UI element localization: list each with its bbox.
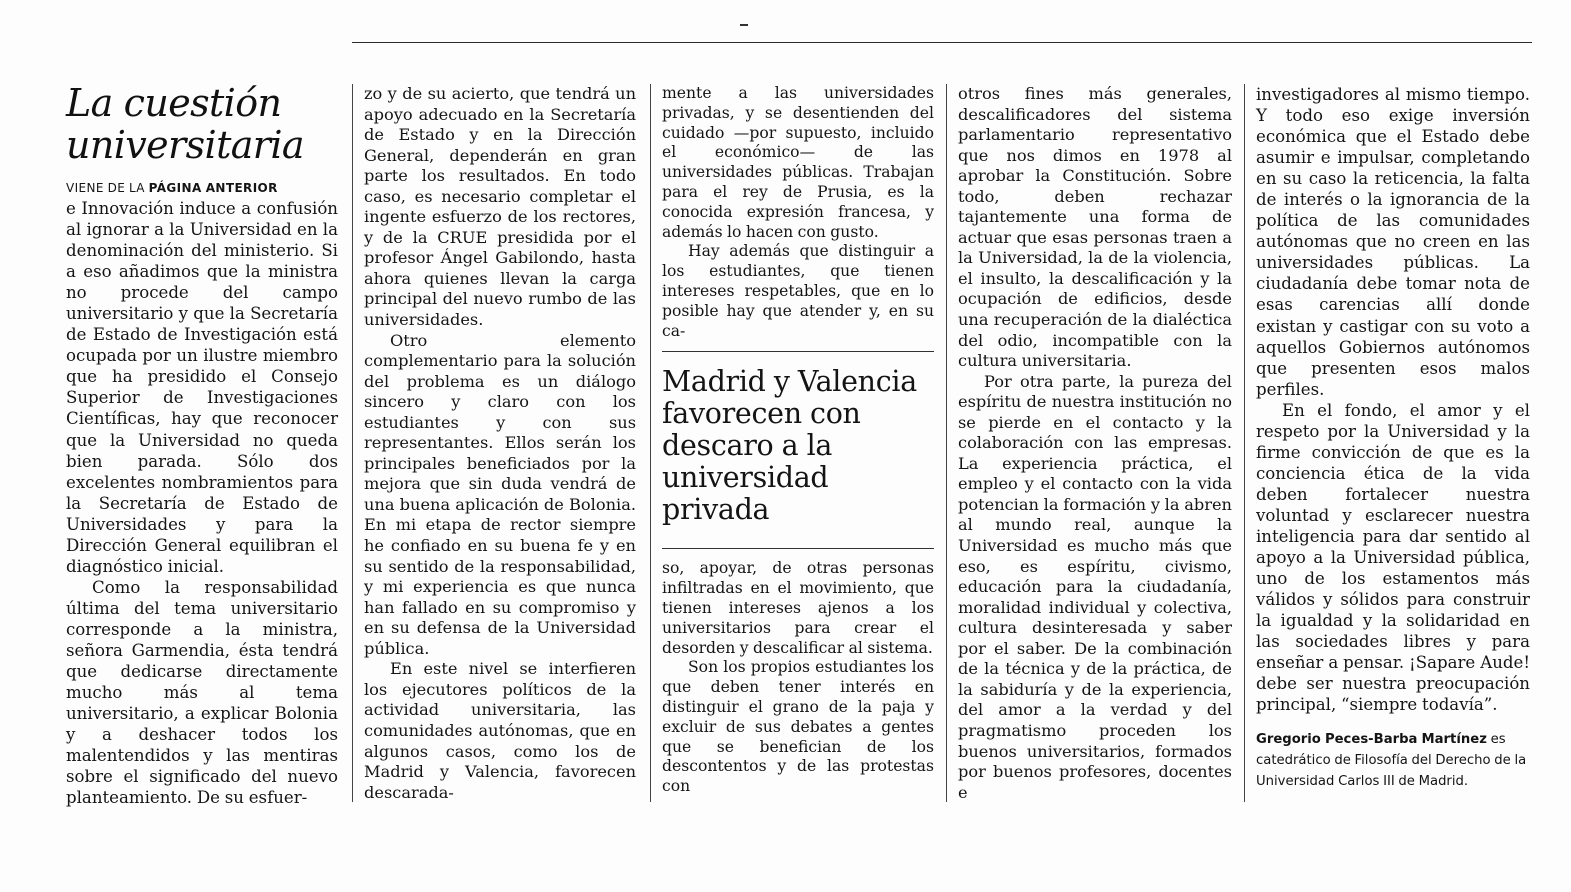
paragraph: otros fines más generales, descalificadores del sistema parlamentario representativo que nos dimos en 1978 al aprobar la Constitución. Sobre todo, deben rechazar tajantemente una forma de actuar que esas personas traen a la Universidad, la de la violencia, el insulto, la descalificación y la ocupación de edificios, desde una recuperación de la dialéctica del odio, incompatible con la cultura universitaria. — [958, 84, 1232, 371]
top-rule — [352, 42, 1532, 43]
article-column-3 — [662, 84, 934, 797]
headline-line-2: universitaria — [66, 123, 304, 167]
paragraph: zo y de su acierto, que tendrá un apoyo adecuado en la Secretaría de Estado y en la Dirección General, dependerán en gran parte los resultados. En todo caso, es necesario completar el ingente esfuerzo de los rectores, y de la CRUE presidida por el profesor Ángel Gabilondo, hasta ahora quienes llevan la carga principal del nuevo rumbo de las universidades. — [364, 84, 636, 330]
continued-prefix: VIENE DE LA — [66, 181, 145, 195]
headline-line-1: La cuestión — [66, 81, 282, 125]
author-bio: es catedrático de Filosofía del Derecho de la Universidad Carlos III de Madrid. — [1256, 732, 1527, 790]
article-column-2 — [364, 84, 636, 803]
column-rule — [650, 84, 651, 802]
paragraph: Otro elemento complementario para la solución del problema es un diálogo sincero y claro con los estudiantes y con sus representantes. Ellos serán los principales beneficiados por la mejora que sin duda vendrá de una buena aplicación de Bolonia. En mi etapa de rector siempre he confiado en su buena fe y en su sentido de la responsabilidad, y mi experiencia es que nunca han fallado en su compromiso y en su defensa de la Universidad pública. — [364, 330, 636, 658]
pull-quote — [662, 351, 934, 549]
paragraph: Son los propios estudiantes los que deben tener interés en distinguir el grano de la paja y excluir de sus debates a gentes que se benefician de los descontentos y de las protestas con — [662, 658, 934, 796]
article-headline — [66, 82, 338, 166]
paragraph: mente a las universidades privadas, y se desentienden del cuidado —por supuesto, incluido el económico— de las universidades públicas. Trabajan para el rey de Prusia, es la conocida expresión francesa, y además lo hacen con gusto. — [662, 84, 934, 241]
column-rule — [352, 84, 353, 802]
column-rule — [946, 84, 947, 802]
paragraph: Como la responsabilidad última del tema universitario corresponde a la ministra, señora Garmendia, ésta tendrá que dedicarse directamente mucho más al tema universitario, a explicar Bolonia y a deshacer todos los malentendidos y las mentiras sobre el significado del nuevo planteamiento. De su esfuer- — [66, 577, 338, 808]
paragraph: Por otra parte, la pureza del espíritu de nuestra institución no se pierde en el contacto y la colaboración con las empresas. La experiencia práctica, el empleo y el contacto con la vida potencian la formación y la abren al mundo real, aunque la Universidad es mucho más que eso, es espíritu, civismo, educación para la ciudadanía, moralidad individual y colectiva, cultura desinteresada y saber por el saber. De la combinación de la técnica y de la práctica, de la sabiduría y de la experiencia, del amor a la verdad y del pragmatismo proceden los buenos universitarios, formados por buenos profesores, docentes e — [958, 371, 1232, 802]
paragraph: e Innovación induce a confusión al ignorar a la Universidad en la denominación del ministerio. Si a eso añadimos que la ministra no procede del campo universitario y que la Secretaría de Estado de Investigación está ocupada por un ilustre miembro que ha presidido el Consejo Superior de Investigaciones Científicas, hay que reconocer que la Universidad no queda bien parada. Sólo dos excelentes nombramientos para la Secretaría de Estado de Universidades y para la Dirección General equilibran el diagnóstico inicial. — [66, 199, 338, 576]
continued-from-label — [66, 180, 338, 196]
paragraph: En este nivel se interfieren los ejecutores políticos de la actividad universitaria, las comunidades autónomas, que en algunos casos, como los de Madrid y Valencia, favorecen descarada- — [364, 659, 636, 802]
pull-quote-text: Madrid y Valencia favorecen con descaro a la universidad privada — [662, 365, 917, 527]
author-name: Gregorio Peces-Barba Martínez — [1256, 732, 1487, 748]
page-mark — [740, 24, 748, 26]
continued-page-link: PÁGINA ANTERIOR — [148, 181, 278, 195]
paragraph: so, apoyar, de otras personas infiltradas en el movimiento, que tienen intereses ajenos a los universitarios para crear el desorden y descalificar al sistema. — [662, 559, 934, 657]
author-byline — [1256, 729, 1530, 792]
column-rule — [1244, 84, 1245, 802]
paragraph: investigadores al mismo tiempo. Y todo eso exige inversión económica que el Estado debe asumir e impulsar, completando en su caso la reticencia, la falta de interés o la ignorancia de la política de las comunidades autónomas que no creen en las universidades públicas. La ciudadanía debe tomar nota de esas carencias allí donde existan y castigar con su voto a aquellos Gobiernos autónomos que presenten esos malos perfiles. — [1256, 85, 1530, 399]
article-column-1 — [66, 80, 338, 808]
paragraph: Hay además que distinguir a los estudiantes, que tienen intereses respetables, que en lo posible hay que atender y, en su ca- — [662, 242, 934, 340]
article-column-5 — [1256, 84, 1530, 792]
article-column-4 — [958, 84, 1232, 803]
paragraph: En el fondo, el amor y el respeto por la Universidad y la firme convicción de que es la conciencia ética de la vida deben fortalecer nuestra voluntad y esclarecer nuestra inteligencia para dar sentido al apoyo a la Universidad pública, uno de los estamentos más válidos y sólidos para construir la igualdad y la solidaridad en las sociedades libres y para enseñar a pensar. ¡Sapare Aude! debe ser nuestra preocupación principal, “siempre todavía”. — [1256, 400, 1530, 715]
